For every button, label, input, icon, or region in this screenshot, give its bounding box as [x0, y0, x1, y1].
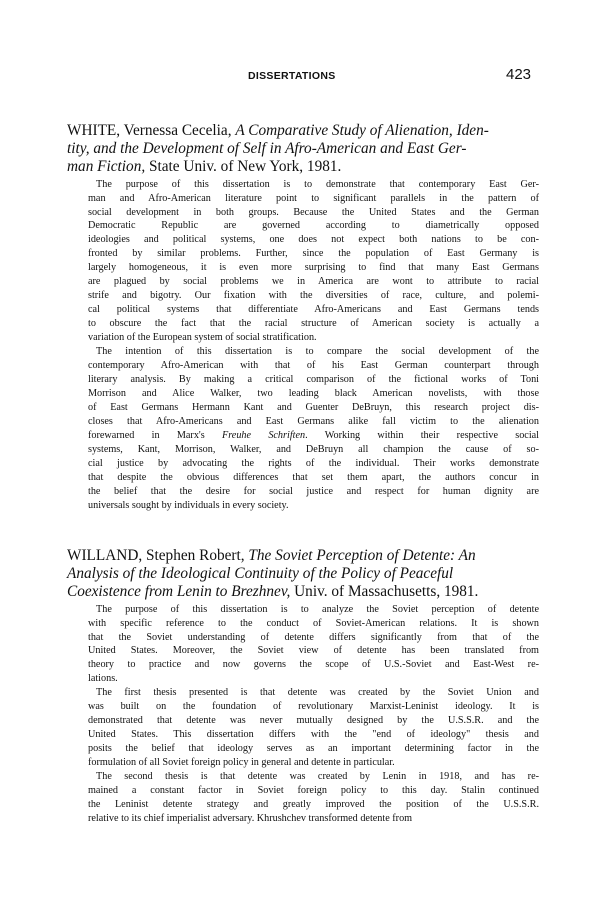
entry-heading	[67, 547, 539, 602]
abstract-line: strife and bigotry. Our fixation with the diversities of race, culture, and polemi-	[88, 290, 539, 302]
abstract-paragraph	[88, 770, 539, 826]
abstract-line: was built on the foundation of revolutionary Marxist-Leninist ideology. It is	[88, 701, 539, 713]
abstract-line: ideologies and political systems, one does not expect both nations to be con-	[88, 234, 539, 246]
abstract-paragraph	[88, 178, 539, 345]
entry-title: A Comparative Study of Alienation, Iden-	[235, 122, 489, 139]
heading-line	[67, 565, 539, 583]
abstract-line: contemporary Afro-American with that of his East German counterpart through	[88, 360, 539, 371]
abstract-line: demonstrated that detente was never mutually designed by the U.S.S.R. and the	[88, 715, 539, 727]
entry-title: tity, and the Development of Self in Afro-American and East Ger-	[67, 140, 467, 158]
cited-work-title: Freuhe Schriften	[222, 429, 306, 441]
abstract-line: the Leninist detente strategy and greatly improved the position of the U.S.S.R.	[88, 798, 539, 810]
entry-abstract	[67, 603, 539, 826]
abstract-line: theory to practice and now governs the scope of U.S.-Soviet and East-West re-	[88, 659, 539, 671]
entry-publication: Univ. of Massachusetts, 1981.	[290, 583, 479, 601]
entry-title: Coexistence from Lenin to Brezhnev,	[67, 583, 291, 601]
page-number: 423	[506, 66, 532, 83]
abstract-line: lations.	[88, 673, 118, 685]
entry-title: man Fiction,	[67, 158, 146, 176]
abstract-line: posits the belief that ideology serves as an important determining factor in the	[88, 743, 539, 755]
abstract-line: closes that Afro-Americans and East Germans alike fall victim to the alienation	[88, 415, 539, 427]
abstract-line: The second thesis is that detente was created by Lenin in 1918, and has re-	[96, 771, 539, 783]
heading-line	[67, 122, 539, 140]
abstract-line: Morrison and Alice Walker, two leading black American novelists, with those	[88, 387, 539, 399]
entry-author: WILLAND, Stephen Robert,	[67, 547, 249, 564]
abstract-line: mained a constant factor in Soviet foreign policy to this day. Stalin continued	[88, 785, 539, 796]
abstract-line: relative to its chief imperialist adversary. Khrushchev transformed detente from	[88, 812, 413, 824]
abstract-line: literary analysis. By making a critical comparison of the fictional works of Toni	[88, 373, 539, 385]
abstract-line: with specific reference to the conduct of Soviet-American relations. It is shown	[88, 617, 539, 629]
heading-line	[67, 158, 539, 176]
abstract-line: universals sought by individuals in every society.	[88, 499, 289, 511]
abstract-line: of East Germans Hermann Kant and Guenter DeBruyn, this research project dis-	[88, 401, 539, 413]
abstract-line: cal political systems that differentiate Afro-Americans and East Germans tends	[88, 304, 539, 316]
abstract-line: cial justice by advocating the rights of the individual. Their works demonstrate	[88, 457, 539, 469]
abstract-line: systems, Kant, Morrison, Walker, and DeBruyn all champion the cause of so-	[88, 443, 539, 455]
abstract-line: variation of the European system of social stratification.	[88, 332, 317, 344]
abstract-line: The purpose of this dissertation is to analyze the Soviet perception of detente	[96, 603, 539, 615]
heading-line	[67, 547, 539, 565]
dissertation-entry	[67, 122, 539, 512]
heading-line	[67, 140, 539, 158]
abstract-paragraph	[88, 686, 539, 770]
abstract-line: to obscure the fact that the racial structure of American society is actually a	[88, 318, 539, 330]
abstract-paragraph	[88, 345, 539, 512]
abstract-text: . Working within their respective social	[305, 429, 539, 441]
abstract-paragraph	[88, 603, 539, 687]
abstract-line: are plagued by social problems we in America are wont to attribute to racial	[88, 276, 539, 288]
abstract-line: The purpose of this dissertation is to demonstrate that contemporary East Ger-	[96, 178, 539, 190]
entry-publication: State Univ. of New York, 1981.	[145, 158, 342, 176]
abstract-line: The intention of this dissertation is to compare the social development of the	[96, 346, 539, 358]
abstract-line: that the Soviet understanding of detente differs significantly from that of the	[88, 631, 539, 643]
entry-author: WHITE, Vernessa Cecelia,	[67, 122, 236, 139]
entry-title: The Soviet Perception of Detente: An	[248, 547, 476, 564]
abstract-text: forewarned in Marx's	[88, 429, 222, 441]
abstract-line: formulation of all Soviet foreign policy in general and detente in particular.	[88, 757, 395, 769]
abstract-line: that despite the obvious differences that set them apart, the authors concur in	[88, 471, 539, 483]
abstract-line: the belief that the desire for social justice and respect for human dignity are	[88, 485, 539, 497]
abstract-line: fronted by similar problems. Further, since the population of East Germany is	[88, 248, 539, 260]
abstract-line: United States. Moreover, the Soviet view of detente has been translated from	[88, 645, 539, 657]
abstract-line	[88, 429, 539, 443]
heading-line	[67, 583, 539, 601]
entry-abstract	[67, 178, 539, 513]
running-title: DISSERTATIONS	[248, 70, 336, 82]
entry-heading	[67, 122, 539, 177]
abstract-line: United States. This dissertation differs with the "end of ideology" thesis and	[88, 729, 539, 741]
entry-title: Analysis of the Ideological Continuity of the Policy of Peaceful	[67, 565, 454, 583]
abstract-line: man and Afro-American literature point to significant parallels in the pattern of	[88, 192, 539, 204]
abstract-line: Democratic Republic are governed according to diametrically opposed	[88, 220, 539, 232]
running-head	[0, 66, 594, 86]
abstract-line: social development in both groups. Because the United States and the German	[88, 206, 539, 218]
abstract-line: largely homogeneous, it is even more surprising to find that many East Germans	[88, 262, 539, 274]
abstract-line: The first thesis presented is that detente was created by the Soviet Union and	[96, 687, 539, 699]
dissertation-entry	[67, 547, 539, 826]
